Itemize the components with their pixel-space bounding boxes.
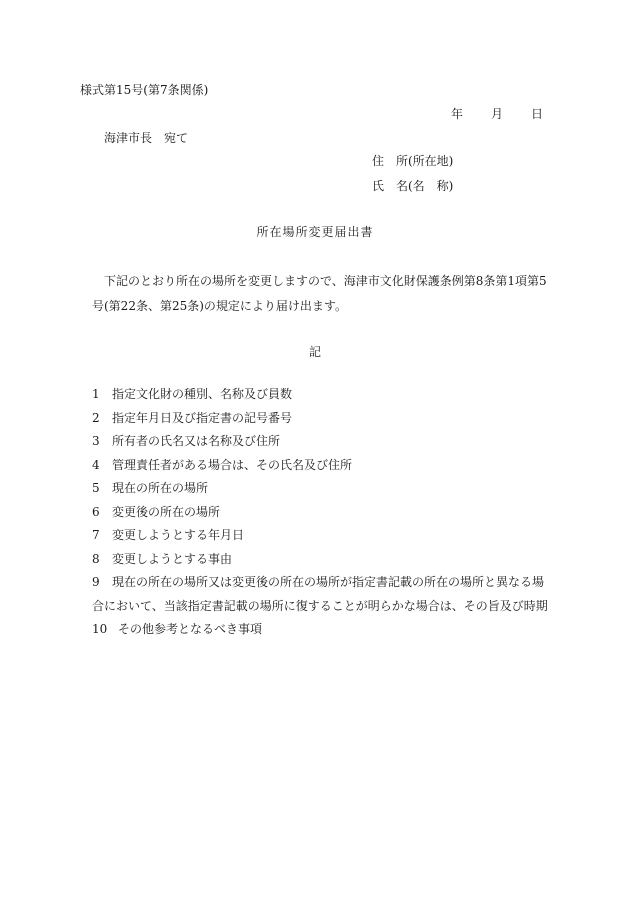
item-number: 3 bbox=[92, 434, 100, 448]
item-number: 5 bbox=[92, 481, 100, 495]
item-list bbox=[92, 383, 552, 642]
list-item bbox=[92, 548, 552, 572]
date-line bbox=[0, 108, 630, 122]
item-number: 4 bbox=[92, 457, 100, 472]
item-text: 変更しようとする年月日 bbox=[112, 528, 245, 542]
ki-heading: 記 bbox=[308, 345, 321, 359]
item-number: 9 bbox=[92, 575, 100, 589]
list-item bbox=[92, 501, 552, 525]
name-label: 氏 名(名 称) bbox=[372, 179, 454, 193]
item-text: 指定年月日及び指定書の記号番号 bbox=[112, 410, 293, 425]
date-month-label: 月 bbox=[491, 107, 504, 121]
list-item bbox=[92, 477, 552, 501]
item-number: 10 bbox=[92, 622, 108, 636]
date-day-label: 日 bbox=[531, 107, 544, 121]
item-number: 6 bbox=[92, 504, 100, 519]
date-year-label: 年 bbox=[451, 107, 464, 121]
item-text: 現在の所在の場所 bbox=[112, 481, 209, 495]
list-item bbox=[92, 454, 552, 478]
address-label: 住 所(所在地) bbox=[372, 154, 454, 168]
item-text: 管理責任者がある場合は、その氏名及び住所 bbox=[112, 457, 353, 472]
list-item bbox=[92, 524, 552, 548]
item-text: 現在の所在の場所又は変更後の所在の場所が指定書記載の所在の場所と異なる場合において、当該指定書記載の場所に復することが明らかな場合は、その旨及び時期 bbox=[92, 575, 548, 613]
body-paragraph bbox=[92, 269, 552, 319]
form-number: 様式第15号(第7条関係) bbox=[80, 83, 209, 97]
list-item bbox=[92, 383, 552, 407]
list-item bbox=[92, 407, 552, 431]
list-item bbox=[92, 430, 552, 454]
item-number: 2 bbox=[92, 410, 100, 425]
item-text: その他参考となるべき事項 bbox=[118, 622, 263, 636]
document-title: 所在場所変更届出書 bbox=[256, 225, 374, 239]
item-number: 7 bbox=[92, 528, 100, 542]
item-text: 所有者の氏名又は名称及び住所 bbox=[112, 434, 281, 448]
item-text: 変更しようとする事由 bbox=[112, 551, 233, 566]
item-text: 変更後の所在の場所 bbox=[112, 504, 221, 519]
addressee: 海津市長 宛て bbox=[104, 131, 189, 145]
list-item bbox=[92, 618, 552, 642]
item-number: 8 bbox=[92, 551, 100, 566]
item-number: 1 bbox=[92, 387, 100, 401]
item-text: 指定文化財の種別、名称及び員数 bbox=[112, 387, 293, 401]
body-text: 下記のとおり所在の場所を変更しますので、海津市文化財保護条例第8条第1項第5号(第22条、第25条)の規定により届け出ます。 bbox=[92, 274, 547, 313]
list-item bbox=[92, 571, 552, 618]
